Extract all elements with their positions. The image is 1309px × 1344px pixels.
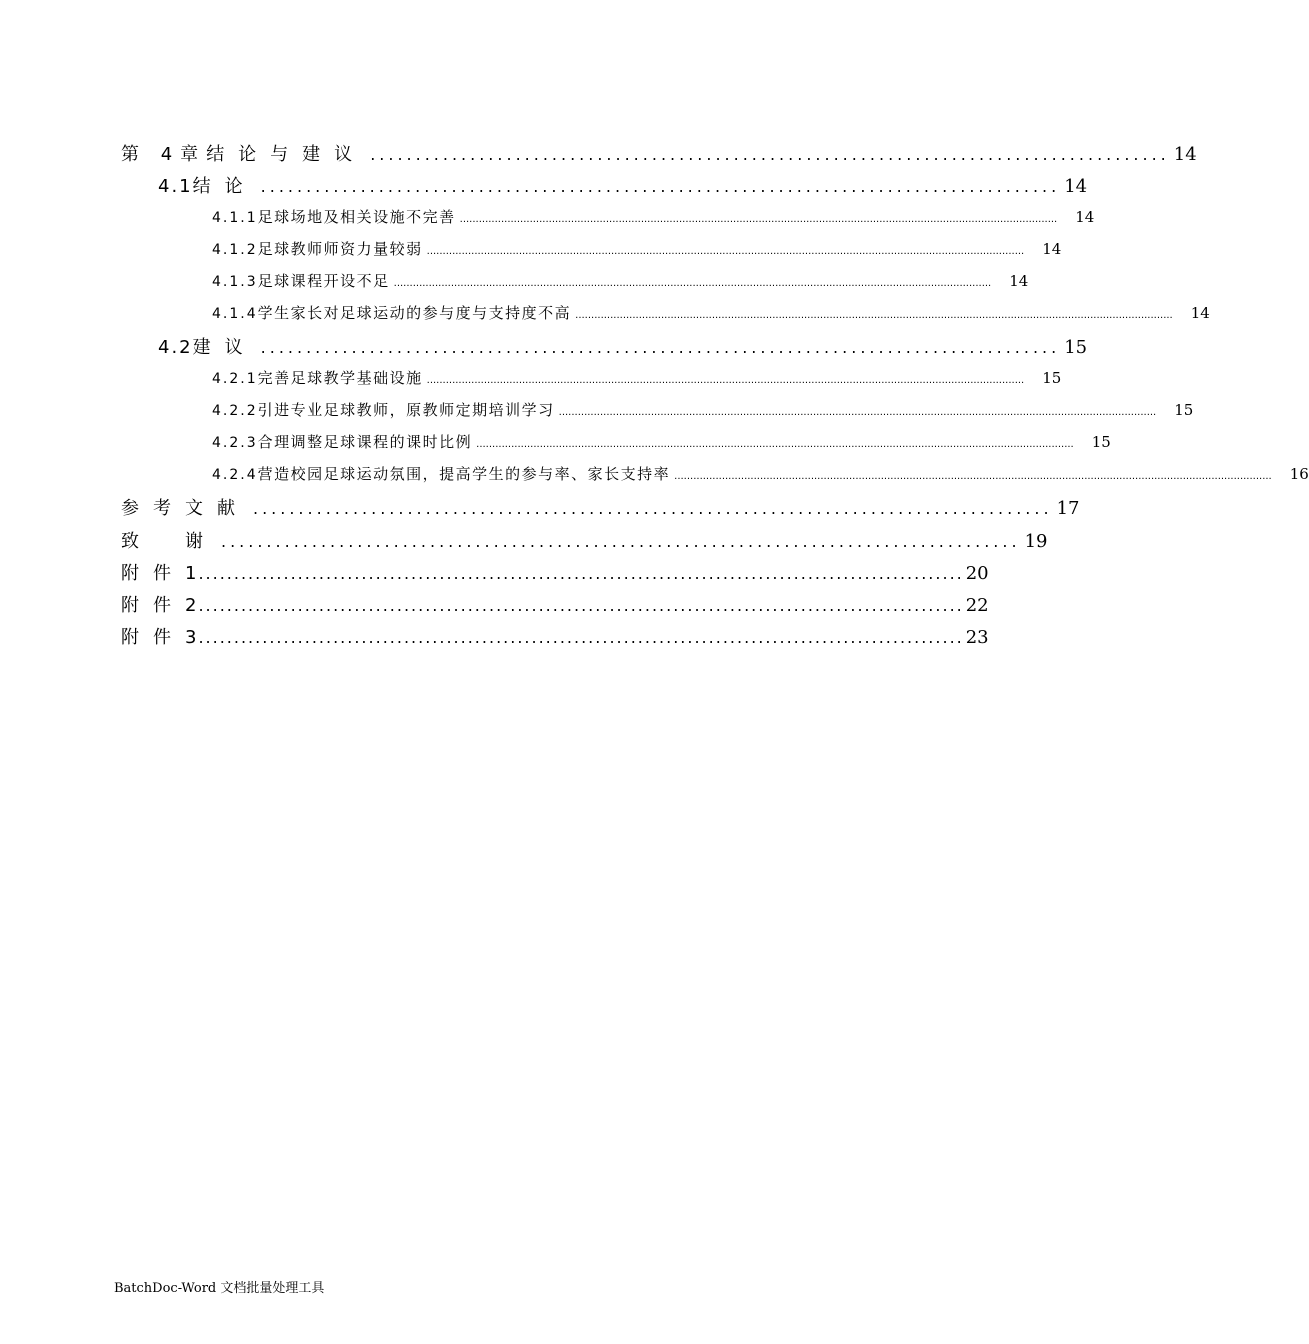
toc-entry-number: 4.2.2 bbox=[212, 403, 258, 419]
toc-entry-number: 4.1 bbox=[158, 176, 193, 197]
footer-watermark: BatchDoc-Word 文档批量处理工具 bbox=[114, 1281, 325, 1296]
toc-entry-page: 22 bbox=[965, 595, 989, 616]
toc-dot-leader: ........................................................................................ bbox=[221, 532, 1021, 551]
toc-dot-leader: ............................................................................................................................................................................................ bbox=[393, 278, 992, 289]
toc-entry-title: 结论与建议 bbox=[206, 144, 367, 165]
toc-entry-number: 1 bbox=[185, 563, 197, 584]
toc-dot-leader: ............................................................................................................................................................................................ bbox=[476, 439, 1074, 450]
toc-entry-page: 20 bbox=[965, 563, 989, 584]
toc-entry-page: 15 bbox=[1174, 401, 1194, 419]
toc-entry-title: 足球场地及相关设施不完善 bbox=[257, 208, 456, 226]
toc-entry-page: 14 bbox=[1173, 144, 1197, 165]
toc-entry-subsection-4-1-3[interactable] bbox=[212, 270, 1029, 292]
toc-entry-page: 14 bbox=[1075, 208, 1095, 226]
toc-entry-subsection-4-2-2[interactable] bbox=[212, 399, 1194, 421]
toc-entry-page: 17 bbox=[1056, 498, 1080, 519]
toc-entry-title: 结论 bbox=[192, 176, 257, 197]
toc-entry-title: 附件 bbox=[121, 595, 185, 616]
toc-entry-appendix-2[interactable] bbox=[121, 591, 989, 617]
toc-entry-title: 合理调整足球课程的课时比例 bbox=[257, 433, 473, 451]
toc-dot-leader: ............................................................................................................ bbox=[198, 596, 964, 615]
toc-entry-acknowledgements[interactable] bbox=[121, 527, 1048, 553]
toc-entry-number: 4.2 bbox=[158, 337, 193, 358]
toc-entry-title: 致 谢 bbox=[121, 531, 217, 552]
toc-dot-leader: ............................................................................................................................................................................................ bbox=[426, 375, 1025, 386]
toc-dot-leader: ........................................................................................ bbox=[260, 177, 1061, 196]
toc-entry-page: 15 bbox=[1064, 337, 1088, 358]
toc-entry-number: 4.2.4 bbox=[212, 467, 258, 483]
toc-dot-leader: ........................................................................................ bbox=[370, 145, 1170, 164]
toc-entry-appendix-1[interactable] bbox=[121, 559, 989, 585]
toc-dot-leader: ............................................................................................................ bbox=[198, 628, 964, 647]
toc-entry-title: 完善足球教学基础设施 bbox=[257, 369, 423, 387]
toc-entry-section-4-1[interactable] bbox=[158, 172, 1088, 198]
toc-entry-number: 4.1.3 bbox=[212, 274, 258, 290]
toc-dot-leader: ............................................................................................................................................................................................ bbox=[459, 214, 1058, 225]
toc-entry-page: 14 bbox=[1064, 176, 1088, 197]
toc-entry-references[interactable] bbox=[121, 494, 1080, 520]
toc-dot-leader: ............................................................................................................................................................................................ bbox=[674, 471, 1272, 482]
toc-entry-number: 4.2.1 bbox=[212, 371, 258, 387]
toc-entry-title: 引进专业足球教师，原教师定期培训学习 bbox=[257, 401, 555, 419]
toc-entry-title: 附件 bbox=[121, 563, 185, 584]
toc-entry-title: 附件 bbox=[121, 627, 185, 648]
toc-entry-number: 4.1.1 bbox=[212, 210, 258, 226]
toc-dot-leader: ............................................................................................................................................................................................ bbox=[575, 310, 1173, 321]
toc-entry-page: 14 bbox=[1190, 304, 1210, 322]
toc-entry-page: 16 bbox=[1289, 465, 1309, 483]
toc-dot-leader: ........................................................................................ bbox=[253, 499, 1053, 518]
toc-entry-page: 14 bbox=[1042, 240, 1062, 258]
toc-dot-leader: ............................................................................................................................................................................................ bbox=[558, 407, 1157, 418]
toc-entry-title: 建议 bbox=[192, 337, 257, 358]
toc-entry-number: 4.1.2 bbox=[212, 242, 258, 258]
toc-entry-subsection-4-1-4[interactable] bbox=[212, 302, 1210, 324]
toc-entry-subsection-4-2-4[interactable] bbox=[212, 463, 1309, 485]
toc-entry-number: 第 4章 bbox=[121, 144, 207, 165]
toc-entry-number: 2 bbox=[185, 595, 197, 616]
toc-entry-title: 参考文献 bbox=[121, 498, 249, 519]
toc-entry-page: 23 bbox=[965, 627, 989, 648]
toc-entry-page: 15 bbox=[1091, 433, 1111, 451]
toc-entry-title: 足球课程开设不足 bbox=[257, 272, 390, 290]
toc-dot-leader: ........................................................................................ bbox=[260, 338, 1061, 357]
toc-entry-title: 学生家长对足球运动的参与度与支持度不高 bbox=[257, 304, 572, 322]
toc-entry-page: 15 bbox=[1042, 369, 1062, 387]
toc-entry-title: 足球教师师资力量较弱 bbox=[257, 240, 423, 258]
toc-entry-number: 3 bbox=[185, 627, 197, 648]
toc-entry-page: 19 bbox=[1024, 531, 1048, 552]
toc-entry-subsection-4-1-1[interactable] bbox=[212, 206, 1095, 228]
toc-entry-number: 4.2.3 bbox=[212, 435, 258, 451]
toc-entry-title: 营造校园足球运动氛围，提高学生的参与率、家长支持率 bbox=[257, 465, 671, 483]
toc-entry-subsection-4-1-2[interactable] bbox=[212, 238, 1062, 260]
toc-entry-subsection-4-2-1[interactable] bbox=[212, 367, 1062, 389]
toc-entry-section-4-2[interactable] bbox=[158, 333, 1088, 359]
toc-dot-leader: ............................................................................................................................................................................................ bbox=[426, 246, 1025, 257]
toc-entry-appendix-3[interactable] bbox=[121, 623, 989, 649]
toc-entry-subsection-4-2-3[interactable] bbox=[212, 431, 1111, 453]
toc-entry-chapter-4[interactable] bbox=[121, 140, 1197, 166]
toc-entry-number: 4.1.4 bbox=[212, 306, 258, 322]
toc-entry-page: 14 bbox=[1009, 272, 1029, 290]
toc-dot-leader: ............................................................................................................ bbox=[198, 564, 964, 583]
